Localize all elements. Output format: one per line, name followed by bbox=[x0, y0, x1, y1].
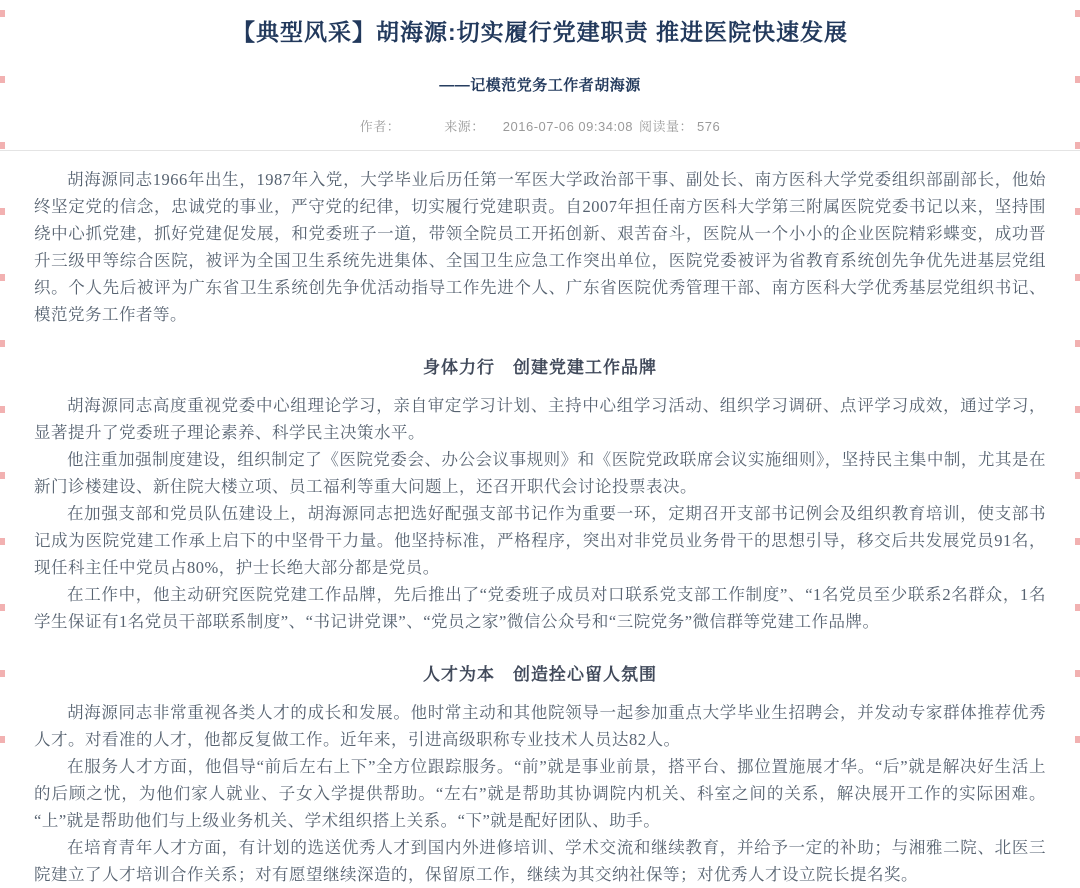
page-title: 【典型风采】胡海源:切实履行党建职责 推进医院快速发展 bbox=[231, 19, 849, 45]
meta-author-label: 作者： bbox=[359, 119, 401, 134]
intro-paragraph: 胡海源同志1966年出生，1987年入党，大学毕业后历任第一军医大学政治部干事、副处长、南方医科大学党委组织部副部长，他始终坚定党的信念，忠诚党的事业，严守党的纪律，切实履行党建职责。自2007年担任南方医科大学第三附属医院党委书记以来，坚持围绕中心抓党建，抓好党建促发展，和党委班子一道，带领全院员工开拓创新、艰苦奋斗，医院从一个小小的企业医院精彩蝶变，成功晋升三级甲等综合医院，被评为全国卫生系统先进集体、全国卫生应急工作突出单位，医院党委被评为省教育系统创先争优先进基层党组织。个人先后被评为广东省卫生系统创先争优活动指导工作先进个人、广东省医院优秀管理干部、南方医科大学优秀基层党组织书记、模范党务工作者等。 bbox=[34, 170, 1046, 324]
section-heading-talent: 人才为本 创造拴心留人氛围 bbox=[423, 665, 657, 684]
paragraph: 胡海源同志非常重视各类人才的成长和发展。他时常主动和其他院领导一起参加重点大学毕业生招聘会，并发动专家群体推荐优秀人才。对看准的人才，他都反复做工作。近年来，引进高级职称专业技术人员达82人。 bbox=[34, 703, 1046, 749]
section-heading-party-building: 身体力行 创建党建工作品牌 bbox=[423, 358, 657, 377]
meta-views-count: 576 bbox=[697, 119, 721, 134]
paragraph: 胡海源同志高度重视党委中心组理论学习，亲自审定学习计划、主持中心组学习活动、组织学习调研、点评学习成效，通过学习，显著提升了党委班子理论素养、科学民主决策水平。 bbox=[34, 396, 1046, 442]
article-header bbox=[0, 0, 1080, 135]
paragraph: 在加强支部和党员队伍建设上，胡海源同志把选好配强支部书记作为重要一环，定期召开支部书记例会及组织教育培训，使支部书记成为医院党建工作承上启下的中坚骨干力量。他坚持标准，严格程序，突出对非党员业务骨干的思想引导，移交后共发展党员91名，现任科主任中党员占80%，护士长绝大部分都是党员。 bbox=[34, 504, 1046, 577]
meta-datetime: 2016-07-06 09:34:08 bbox=[502, 119, 634, 134]
meta-views-label: 阅读量： bbox=[639, 119, 694, 134]
paragraph: 在工作中，他主动研究医院党建工作品牌，先后推出了“党委班子成员对口联系党支部工作制度”、“1名党员至少联系2名群众，1名学生保证有1名党员干部联系制度”、“书记讲党课”、“党员之家”微信公众号和“三院党务”微信群等党建工作品牌。 bbox=[34, 585, 1046, 631]
article-body bbox=[0, 151, 1080, 888]
meta-source-label: 来源： bbox=[444, 119, 485, 134]
paragraph: 他注重加强制度建设，组织制定了《医院党委会、办公会议事规则》和《医院党政联席会议实施细则》，坚持民主集中制，尤其是在新门诊楼建设、新住院大楼立项、员工福利等重大问题上，还召开职代会讨论投票表决。 bbox=[34, 450, 1046, 496]
article-meta bbox=[0, 116, 1080, 135]
paragraph: 在服务人才方面，他倡导“前后左右上下”全方位跟踪服务。“前”就是事业前景，搭平台、挪位置施展才华。“后”就是解决好生活上的后顾之忧，为他们家人就业、子女入学提供帮助。“左右”就是帮助其协调院内机关、科室之间的关系，解决展开工作的实际困难。“上”就是帮助他们与上级业务机关、学术组织搭上关系。“下”就是配好团队、助手。 bbox=[34, 757, 1046, 830]
page-subtitle: ——记模范党务工作者胡海源 bbox=[439, 77, 641, 94]
paragraph: 在培育青年人才方面，有计划的选送优秀人才到国内外进修培训、学术交流和继续教育，并给予一定的补助；与湘雅二院、北医三院建立了人才培训合作关系；对有愿望继续深造的，保留原工作，继续为其交纳社保等；对优秀人才设立院长提名奖。 bbox=[34, 838, 1046, 884]
